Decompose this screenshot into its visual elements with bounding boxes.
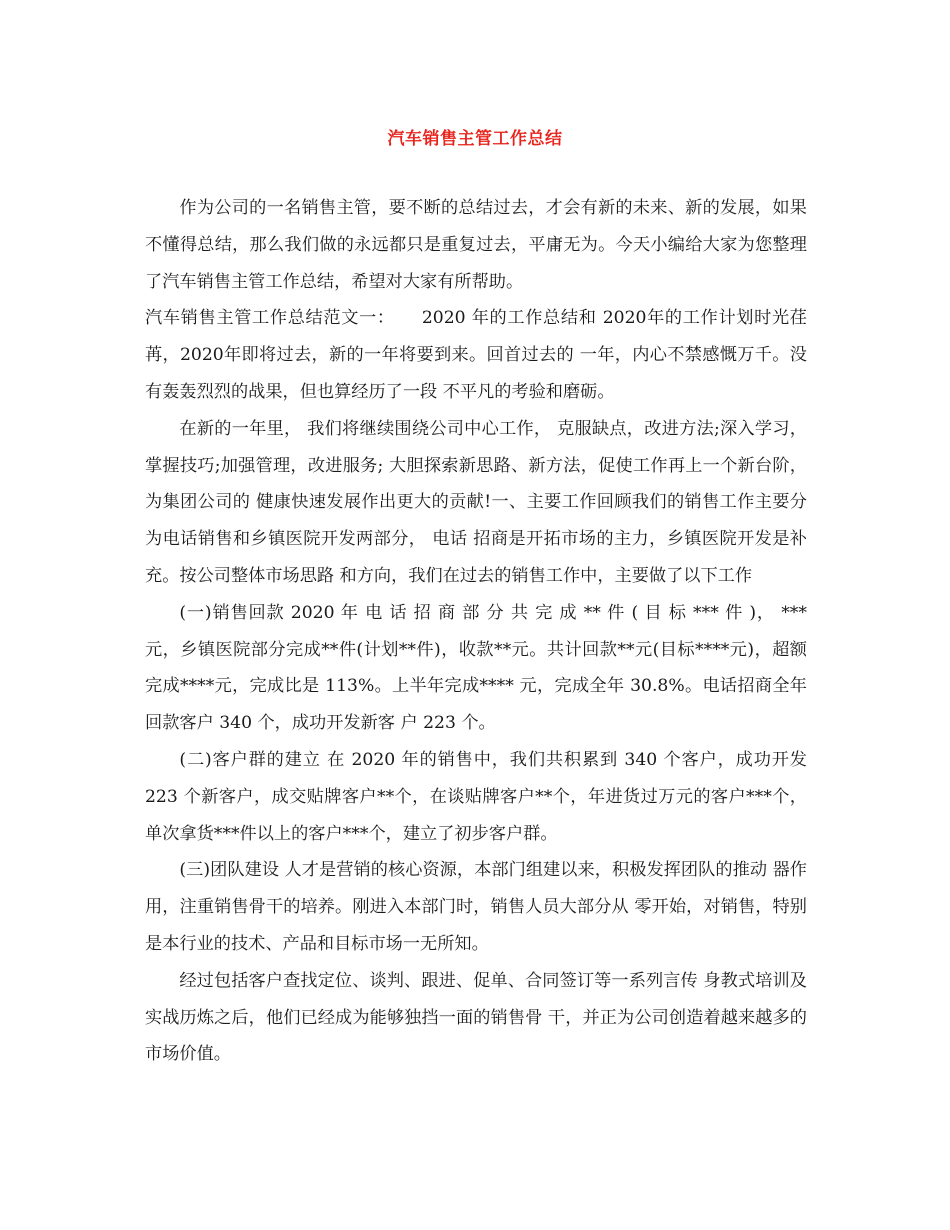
paragraph-training: 经过包括客户查找定位、谈判、跟进、促单、合同签订等一系列言传 身教式培训及实战历炼之后，他们已经成为能够独挡一面的销售骨 干，并正为公司创造着越来越多的市场价值。: [145, 970, 807, 1065]
document-title: 汽车销售主管工作总结: [387, 129, 563, 149]
paragraph-customer-base: (二)客户群的建立 在 2020 年的销售中，我们共积累到 340 个客户，成功开发 223 个新客户，成交贴牌客户**个，在谈贴牌客户**个，年进货过万元的客户***个，单次拿货***件以上的客户***个，建立了初步客户群。: [145, 749, 807, 844]
paragraph-team-building: (三)团队建设 人才是营销的核心资源，本部门组建以来，积极发挥团队的推动 器作用，注重销售骨干的培养。刚进入本部门时，销售人员大部分从 零开始，对销售，特别是本行业的技术、产品和目标市场一无所知。: [145, 860, 807, 954]
document-body: [145, 190, 807, 1073]
paragraph-sample-one: 汽车销售主管工作总结范文一： 2020 年的工作总结和 2020年的工作计划时光荏苒，2020年即将过去，新的一年将要到来。回首过去的 一年，内心不禁感慨万千。没有轰轰烈烈的战果，但也算经历了一段 不平凡的考验和磨砺。: [145, 308, 807, 402]
paragraph-new-year: 在新的一年里， 我们将继续围绕公司中心工作， 克服缺点，改进方法;深入学习，掌握技巧;加强管理，改进服务; 大胆探索新思路、新方法，促使工作再上一个新台阶，为集团公司的 健康快速发展作出更大的贡献!一、主要工作回顾我们的销售工作主要分为电话销售和乡镇医院开发两部分， 电话 招商是开拓市场的主力，乡镇医院开发是补充。按公司整体市场思路 和方向，我们在过去的销售工作中，主要做了以下工作: [145, 418, 807, 586]
paragraph-intro: 作为公司的一名销售主管，要不断的总结过去，才会有新的未来、新的发展，如果不懂得总结，那么我们做的永远都只是重复过去，平庸无为。今天小编给大家为您整理了汽车销售主管工作总结，希望对大家有所帮助。: [145, 198, 807, 292]
paragraph-sales-collection: (一)销售回款 2020 年 电 话 招 商 部 分 共 完 成 ** 件 ( 目 标 *** 件 )， *** 元，乡镇医院部分完成**件(计划**件)，收款**元。共计回款**元(目标****元)，超额完成****元，完成比是 113%。上半年完成**** 元，完成全年 30.8%。电话招商全年回款客户 340 个，成功开发新客 户 223 个。: [145, 602, 807, 734]
